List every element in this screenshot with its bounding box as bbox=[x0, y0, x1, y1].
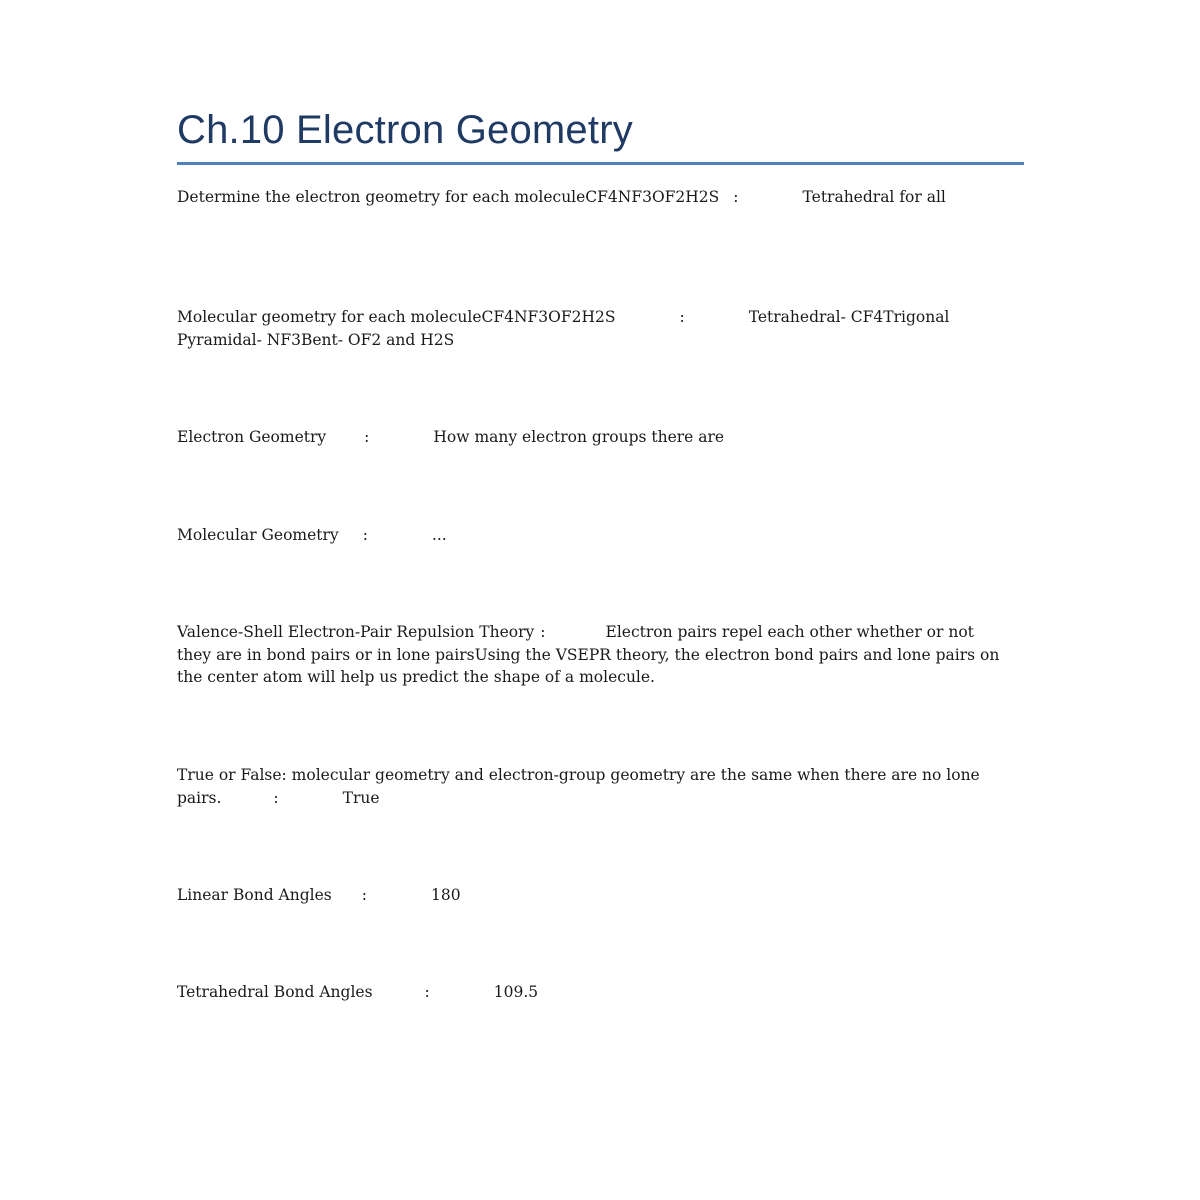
flashcard-entry bbox=[177, 186, 1009, 209]
entry-definition: Electron pairs repel each other whether or not they are in bond pairs or in lone pairsUsing the VSEPR theory, the electron bond pairs and lone pairs on the center atom will help us predict the shape of a molecule. bbox=[177, 623, 1005, 686]
entry-term: True or False: molecular geometry and electron-group geometry are the same when there are no lone pairs. bbox=[177, 766, 985, 807]
entry-separator: : bbox=[362, 526, 368, 544]
entry-definition: 180 bbox=[430, 886, 461, 904]
flashcard-entry bbox=[177, 764, 1009, 809]
entry-term: Molecular geometry for each moleculeCF4NF3OF2H2S bbox=[177, 308, 616, 326]
entry-definition: 109.5 bbox=[493, 983, 539, 1001]
title-underline bbox=[177, 162, 1024, 165]
entry-separator: : bbox=[424, 983, 430, 1001]
flashcard-entry bbox=[177, 884, 1009, 907]
entry-definition: How many electron groups there are bbox=[433, 428, 725, 446]
entry-separator: : bbox=[361, 886, 367, 904]
entry-definition: Tetrahedral for all bbox=[802, 188, 946, 206]
entry-separator: : bbox=[679, 308, 685, 326]
flashcard-entry bbox=[177, 981, 1009, 1004]
entry-term: Molecular Geometry bbox=[177, 526, 339, 544]
flashcard-entry bbox=[177, 426, 1009, 449]
entry-term: Determine the electron geometry for each moleculeCF4NF3OF2H2S bbox=[177, 188, 720, 206]
flashcard-entry bbox=[177, 524, 1009, 547]
entry-separator: : bbox=[540, 623, 546, 641]
entry-separator: : bbox=[733, 188, 739, 206]
page-title: Ch.10 Electron Geometry bbox=[177, 108, 633, 152]
flashcard-entry bbox=[177, 621, 1009, 689]
entry-separator: : bbox=[273, 788, 279, 807]
entry-definition: ... bbox=[431, 526, 447, 544]
flashcard-entry bbox=[177, 306, 1009, 351]
entry-term: Valence-Shell Electron-Pair Repulsion Theory bbox=[177, 623, 535, 641]
entry-term: Electron Geometry bbox=[177, 428, 327, 446]
entry-term: Tetrahedral Bond Angles bbox=[177, 983, 373, 1001]
entry-separator: : bbox=[364, 428, 370, 446]
entry-term: Linear Bond Angles bbox=[177, 886, 332, 904]
entry-definition: True bbox=[342, 788, 380, 807]
entry-definition: Tetrahedral- CF4Trigonal Pyramidal- NF3Bent- OF2 and H2S bbox=[177, 308, 955, 349]
